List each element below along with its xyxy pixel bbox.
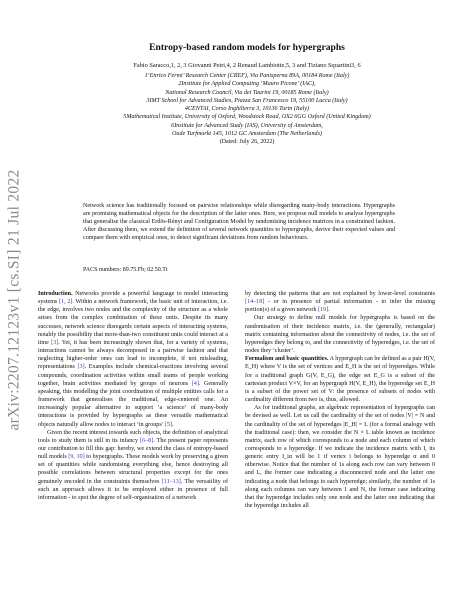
paragraph-text: . [171, 421, 174, 428]
affiliation-line: 4CENTAI, Corso Inghilterra 3, 10136 Turin (Italy) [184, 106, 310, 113]
affiliation-line: 6Institute for Advanced Study (IAS), University of Amsterdam, [171, 122, 323, 129]
section-run-head: Introduction. [38, 291, 73, 297]
paragraph-text: - or in presence of partial information - to infer the missing portion(s) of a given network [245, 299, 435, 314]
intro-paragraph [38, 290, 228, 429]
author-list: Fabio Saracco,1, 2, 3 Giovanni Petri,4, 2 Renaud Lambiotte,5, 3 and Tiziano Squartini3, 6 [133, 62, 361, 69]
citation-link[interactable]: [19] [317, 307, 329, 314]
affiliations [70, 72, 424, 147]
formalism-paragraph [245, 355, 435, 404]
paragraph-text: to hypergraphs. These models work by preserving a given set of quantities while randomising everything else, hence destroying all possible correlations between structural properties except for the ones genuinely encoded in the constraints themselves [38, 454, 228, 485]
body-paragraph: Our strategy to define null models for hypergraphs is based on the randomisation of their incidence matrix, i.e. the (generally, rectangular) matrix containing information about the connectivity of nodes, i.e. the set of hyperedges they belong to, and the connectivity of hyperedges, i.e. the set of nodes they ‘cluster’. [245, 315, 435, 355]
paragraph-text: Networks provide a powerful language to model interacting systems [38, 291, 228, 306]
paragraph-text: . The present paper represents our contribution to fill this gap: hereby, we extend the class of entropy-based null models [38, 437, 229, 461]
affiliation-line: 3IMT School for Advanced Studies, Piazza San Francesco 19, 55100 Lucca (Italy) [146, 97, 348, 104]
affiliation-line: 2Institute for Applied Computing ‘Mauro Picone’ (IAC), [178, 81, 316, 88]
paragraph-text: . Within a network framework, the basic unit of interaction, i.e. the edge, involves two nodes and the complexity of the structure as a whole arises from the complex combination of these units. Despite its many successes, network science disregards certain aspects of interacting systems, notably the possibility that more-than-two constituent units could interact at a time [38, 299, 229, 346]
citation-link[interactable]: [14–18] [245, 299, 265, 306]
section-run-head: Formalism and basic quantities. [245, 356, 329, 363]
affiliation-line: 1‘Enrico Fermi’ Research Center (CREF), Via Panisperna 89A, 00184 Rome (Italy) [144, 73, 350, 79]
citation-link[interactable]: [5] [164, 421, 172, 428]
affiliation-line: 5Mathematical Institute, University of Oxford, Woodstock Road, OX2 6GG Oxford (United Kingdom) [123, 114, 371, 121]
paragraph-text: by detecting the patterns that are not explained by lower-level constraints [245, 291, 435, 297]
arxiv-identifier-stamp [6, 150, 24, 450]
citation-link[interactable]: [3] [77, 364, 85, 371]
paragraph-text: . Examples include chemical-reactions involving several compounds, coordination activities within small teams of people working together, brain activities mediated by groups of neurons [38, 364, 228, 387]
citation-link[interactable]: [6–8] [140, 437, 154, 444]
body-paragraph [38, 429, 228, 502]
paragraph-text: . Yet, it has been increasingly shown that, for a variety of systems, interactions cannot be always decomposed in a pairwise fashion and that neglecting higher-order ones can lead to incomplete, if not misleading, representations [38, 339, 228, 371]
left-column [38, 290, 228, 502]
paragraph-text: . The versatility of such an approach allows it to be employed either in presence of full information - to spot the degree of self-organisation of a network [38, 478, 228, 501]
body-paragraph: As for traditional graphs, an algebraic representation of hypergraphs can be devised as well. Let us call the cardinality of the set of nodes |V| = N and the cardinality of the set of hyperedges |E_H| = L (for a formal analogy with the traditional case): then, we consider the N × L table known as incidence matrix, each row of which corresponds to a node and each column of which corresponds to a hyperedge. If we indicate the incidence matrix with I, its generic entry I_iα will be 1 if vertex i belongs to hyperedge α and 0 otherwise. Notice that the number of 1s along each row can vary between 0 and L, the former case indicating a disconnected node and the latter one indicating a node that belongs to each hyperedge; similarly, the number of 1s along each columns can vary between 1 and N, the former case indicating that the hyperedge includes only one node and the latter one indicating that the hyperedge includes all [245, 405, 435, 510]
citation-link[interactable]: [3] [51, 339, 59, 346]
affiliation-line: Oude Turfmarkt 145, 1012 GC Amsterdam (The Netherlands) [172, 131, 322, 138]
paper-date: (Dated: July 26, 2022) [219, 139, 275, 146]
body-paragraph [245, 290, 435, 314]
citation-link[interactable]: [9, 10] [68, 454, 85, 461]
pacs-numbers: PACS numbers: 89.75.Fb; 02.50.Tt [83, 267, 168, 273]
paragraph-text: . [328, 307, 330, 314]
affiliation-line: National Research Council, Via dei Taurini 19, 00185 Rome (Italy) [165, 89, 329, 96]
arxiv-identifier-text: arXiv:2207.12123v1 [cs.SI] 21 Jul 2022 [6, 169, 24, 431]
paragraph-text: . Generally speaking, this modelling the joint coordination of multiple entities calls for a framework that generalises the traditional, edge-centered one. An increasingly popular alternative to support ‘a science’ of many-body interactions is provided by hypergraphs as these versatile mathematical objects naturally allow nodes to interact ‘in groups’ [38, 380, 228, 428]
citation-link[interactable]: [1, 2] [59, 299, 73, 306]
paragraph-text: Given the recent interest towards such objects, the definition of analytical tools to study them is still in its infancy [38, 429, 228, 444]
paragraph-text: A hypergraph can be defined as a pair H(V, E_H) where V is the set of vertices and E_H is the set of hyperedges. While for a traditional graph G(V, E_G), the edge set E_G is a subset of the cartesian product V×V, for an hypergraph H(V, E_H), the hyperedge set E_H is a subset of the power set of V: the presence of subsets of nodes with cardinality different from two is, thus, allowed. [245, 356, 435, 404]
citation-link[interactable]: [4] [191, 380, 199, 387]
citation-link[interactable]: [11–13] [161, 478, 181, 485]
right-column [245, 290, 435, 510]
abstract: Network science has traditionally focused on pairwise relationships while disregarding many-body interactions. Hypergraphs are promising mathematical objects for the description of the latter ones. Here, we propose null models to analyse hypergraphs that generalise the classical Erdös-Rényi and Configuration Model by randomising incidence matrices in a constrained fashion. After discussing them, we extend the definition of several network quantities to hypergraphs, derive their expected values and compare them with empirical ones, to detect significant deviations from random behaviours. [83, 203, 395, 241]
paper-title: Entropy-based random models for hypergraphs [149, 42, 345, 53]
